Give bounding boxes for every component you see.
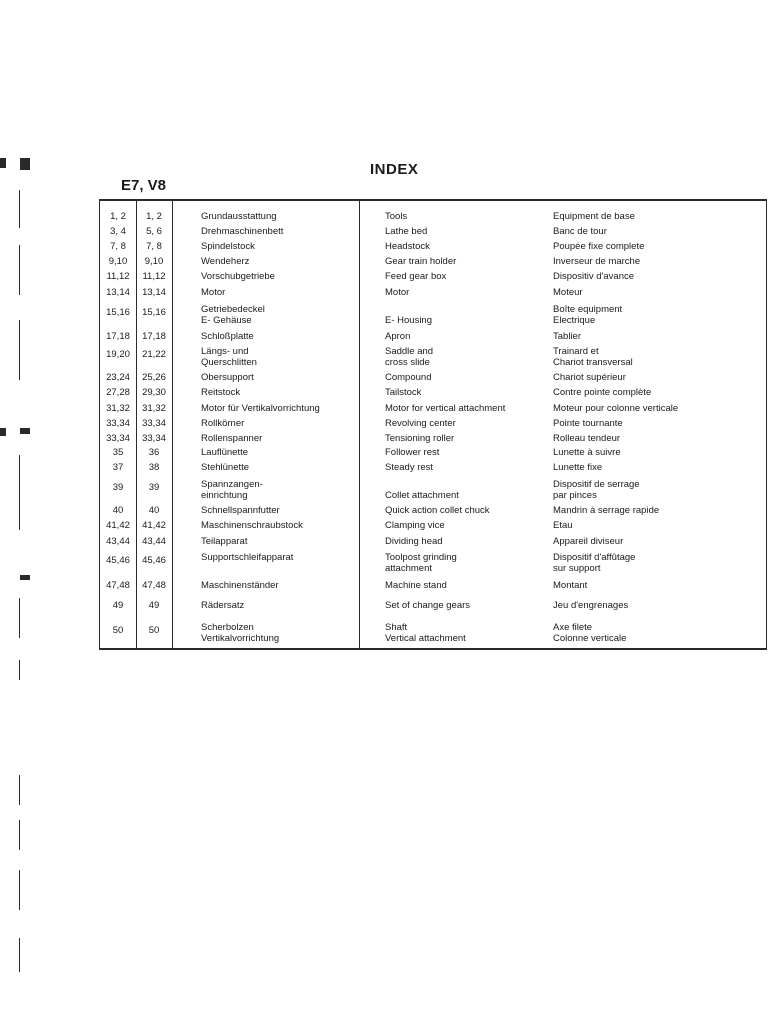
german-term: Teilapparat xyxy=(201,536,248,547)
french-term: par pinces xyxy=(553,490,597,501)
page-number-e7: 13,14 xyxy=(106,287,130,298)
german-term: Querschlitten xyxy=(201,357,257,368)
french-term: Moteur xyxy=(553,287,583,298)
page-number-v8: 38 xyxy=(148,462,160,473)
model-subtitle: E7, V8 xyxy=(121,177,167,194)
french-term: sur support xyxy=(553,563,601,574)
german-term: Maschinenständer xyxy=(201,580,279,591)
german-term: Vertikalvorrichtung xyxy=(201,633,280,644)
binding-mark xyxy=(0,428,6,436)
german-term: Stehlünette xyxy=(201,462,250,473)
english-term: Machine stand xyxy=(385,580,447,591)
french-term: Boîte equipment xyxy=(553,304,623,315)
english-term: E- Housing xyxy=(385,315,432,326)
page-number-v8: 36 xyxy=(148,447,160,458)
table-rule-right xyxy=(766,199,767,650)
binding-mark xyxy=(19,320,20,380)
binding-mark xyxy=(20,575,30,580)
german-term: E- Gehäuse xyxy=(201,315,252,326)
english-term: Lathe bed xyxy=(385,226,428,237)
french-term: Etau xyxy=(553,520,573,531)
page-number-v8: 7, 8 xyxy=(146,241,162,252)
german-term: Lauflünette xyxy=(201,447,249,458)
page-number-e7: 40 xyxy=(112,505,124,516)
english-term: Saddle and xyxy=(385,346,434,357)
english-term: attachment xyxy=(385,563,432,574)
page-number-v8: 45,46 xyxy=(142,555,166,566)
english-term: Dividing head xyxy=(385,536,443,547)
english-term: Headstock xyxy=(385,241,430,252)
page-number-e7: 11,12 xyxy=(106,271,130,282)
french-term: Trainard et xyxy=(553,346,599,357)
page-number-v8: 5, 6 xyxy=(146,226,162,237)
page-number-e7: 49 xyxy=(112,600,124,611)
french-term: Chariot transversal xyxy=(553,357,633,368)
english-term: Steady rest xyxy=(385,462,434,473)
english-term: Shaft xyxy=(385,622,408,633)
table-rule-left xyxy=(99,199,100,650)
french-term: Dispositiv d'avance xyxy=(553,271,635,282)
english-term: Set of change gears xyxy=(385,600,471,611)
french-term: Electrique xyxy=(553,315,596,326)
page-number-e7: 37 xyxy=(112,462,124,473)
page-title: INDEX xyxy=(370,161,419,178)
table-bottom-rule xyxy=(99,648,767,650)
english-term: Feed gear box xyxy=(385,271,447,282)
german-term: Motor für Vertikalvorrichtung xyxy=(201,403,320,414)
french-term: Tablier xyxy=(553,331,581,342)
german-term: Scherbolzen xyxy=(201,622,254,633)
german-term: Rädersatz xyxy=(201,600,245,611)
english-term: Clamping vice xyxy=(385,520,445,531)
page-number-e7: 23,24 xyxy=(106,372,130,383)
binding-mark xyxy=(19,870,20,910)
english-term: Quick action collet chuck xyxy=(385,505,490,516)
page-number-v8: 11,12 xyxy=(142,271,166,282)
german-term: Vorschubgetriebe xyxy=(201,271,275,282)
page-number-v8: 13,14 xyxy=(142,287,166,298)
german-term: Spannzangen- xyxy=(201,479,263,490)
binding-mark xyxy=(19,455,20,530)
german-term: Maschinenschraubstock xyxy=(201,520,303,531)
german-term: Spindelstock xyxy=(201,241,255,252)
binding-mark xyxy=(20,428,30,434)
page-number-v8: 33,34 xyxy=(142,433,166,444)
table-top-rule xyxy=(99,199,767,201)
page-number-e7: 9,10 xyxy=(108,256,128,267)
german-term: Rollenspanner xyxy=(201,433,263,444)
page-number-v8: 39 xyxy=(148,482,160,493)
english-term: Motor for vertical attachment xyxy=(385,403,506,414)
french-term: Appareil diviseur xyxy=(553,536,624,547)
page-number-v8: 25,26 xyxy=(142,372,166,383)
binding-mark xyxy=(19,190,20,228)
english-term: Revolving center xyxy=(385,418,456,429)
page-number-e7: 41,42 xyxy=(106,520,130,531)
page-number-e7: 3, 4 xyxy=(110,226,126,237)
binding-mark xyxy=(19,938,20,972)
page-number-v8: 9,10 xyxy=(144,256,164,267)
german-term: Schloßplatte xyxy=(201,331,254,342)
page-number-v8: 43,44 xyxy=(142,536,166,547)
page-number-e7: 1, 2 xyxy=(110,211,126,222)
page-number-e7: 35 xyxy=(112,447,124,458)
page-number-v8: 40 xyxy=(148,505,160,516)
german-term: Getriebedeckel xyxy=(201,304,265,315)
page-number-v8: 49 xyxy=(148,600,160,611)
german-term: Obersupport xyxy=(201,372,254,383)
page-number-e7: 50 xyxy=(112,625,124,636)
page-number-e7: 47,48 xyxy=(106,580,130,591)
page-number-e7: 39 xyxy=(112,482,124,493)
english-term: Motor xyxy=(385,287,410,298)
page-number-e7: 45,46 xyxy=(106,555,130,566)
french-term: Inverseur de marche xyxy=(553,256,641,267)
french-term: Contre pointe complète xyxy=(553,387,652,398)
page-number-v8: 17,18 xyxy=(142,331,166,342)
french-term: Axe filete xyxy=(553,622,593,633)
binding-mark xyxy=(0,158,6,168)
page-number-v8: 15,16 xyxy=(142,307,166,318)
binding-mark xyxy=(19,245,20,295)
french-term: Montant xyxy=(553,580,588,591)
english-term: Tensioning roller xyxy=(385,433,455,444)
page-number-v8: 47,48 xyxy=(142,580,166,591)
english-term: Tailstock xyxy=(385,387,422,398)
english-term: Tools xyxy=(385,211,408,222)
french-term: Lunette à suivre xyxy=(553,447,621,458)
english-term: cross slide xyxy=(385,357,430,368)
french-term: Rolleau tendeur xyxy=(553,433,621,444)
page-number-e7: 19,20 xyxy=(106,349,130,360)
german-term: Supportschleifapparat xyxy=(201,552,294,563)
german-term: Reitstock xyxy=(201,387,241,398)
binding-mark xyxy=(19,660,20,680)
french-term: Dispositif de serrage xyxy=(553,479,640,490)
english-term: Toolpost grinding xyxy=(385,552,457,563)
french-term: Jeu d'engrenages xyxy=(553,600,629,611)
french-term: Moteur pour colonne verticale xyxy=(553,403,679,414)
french-term: Dispositif d'affûtage xyxy=(553,552,636,563)
page-number-e7: 33,34 xyxy=(106,418,130,429)
page-number-e7: 27,28 xyxy=(106,387,130,398)
french-term: Colonne verticale xyxy=(553,633,627,644)
german-term: Schnellspannfutter xyxy=(201,505,280,516)
french-term: Mandrin à serrage rapide xyxy=(553,505,660,516)
french-term: Lunette fixe xyxy=(553,462,603,473)
binding-mark xyxy=(19,775,20,805)
table-rule-col3 xyxy=(359,199,360,650)
english-term: Collet attachment xyxy=(385,490,459,501)
german-term: Rollkörner xyxy=(201,418,245,429)
page-number-v8: 50 xyxy=(148,625,160,636)
english-term: Apron xyxy=(385,331,411,342)
page-number-v8: 33,34 xyxy=(142,418,166,429)
page-number-v8: 41,42 xyxy=(142,520,166,531)
binding-mark xyxy=(19,820,20,850)
page-number-e7: 31,32 xyxy=(106,403,130,414)
page-number-e7: 15,16 xyxy=(106,307,130,318)
page-number-e7: 17,18 xyxy=(106,331,130,342)
french-term: Chariot supérieur xyxy=(553,372,626,383)
page-number-v8: 29,30 xyxy=(142,387,166,398)
english-term: Compound xyxy=(385,372,432,383)
table-rule-col2 xyxy=(172,199,173,650)
page-number-e7: 33,34 xyxy=(106,433,130,444)
page-number-e7: 7, 8 xyxy=(110,241,126,252)
french-term: Equipment de base xyxy=(553,211,635,222)
english-term: Follower rest xyxy=(385,447,440,458)
french-term: Poupée fixe complete xyxy=(553,241,645,252)
french-term: Pointe tournante xyxy=(553,418,623,429)
page-number-v8: 31,32 xyxy=(142,403,166,414)
page-number-v8: 1, 2 xyxy=(146,211,162,222)
german-term: Längs- und xyxy=(201,346,249,357)
german-term: Drehmaschinenbett xyxy=(201,226,284,237)
binding-mark xyxy=(19,598,20,638)
binding-mark xyxy=(20,158,30,170)
german-term: Grundausstattung xyxy=(201,211,277,222)
page-number-v8: 21,22 xyxy=(142,349,166,360)
french-term: Banc de tour xyxy=(553,226,607,237)
german-term: Wendeherz xyxy=(201,256,250,267)
page-number-e7: 43,44 xyxy=(106,536,130,547)
english-term: Gear train holder xyxy=(385,256,457,267)
english-term: Vertical attachment xyxy=(385,633,466,644)
german-term: einrichtung xyxy=(201,490,248,501)
german-term: Motor xyxy=(201,287,226,298)
